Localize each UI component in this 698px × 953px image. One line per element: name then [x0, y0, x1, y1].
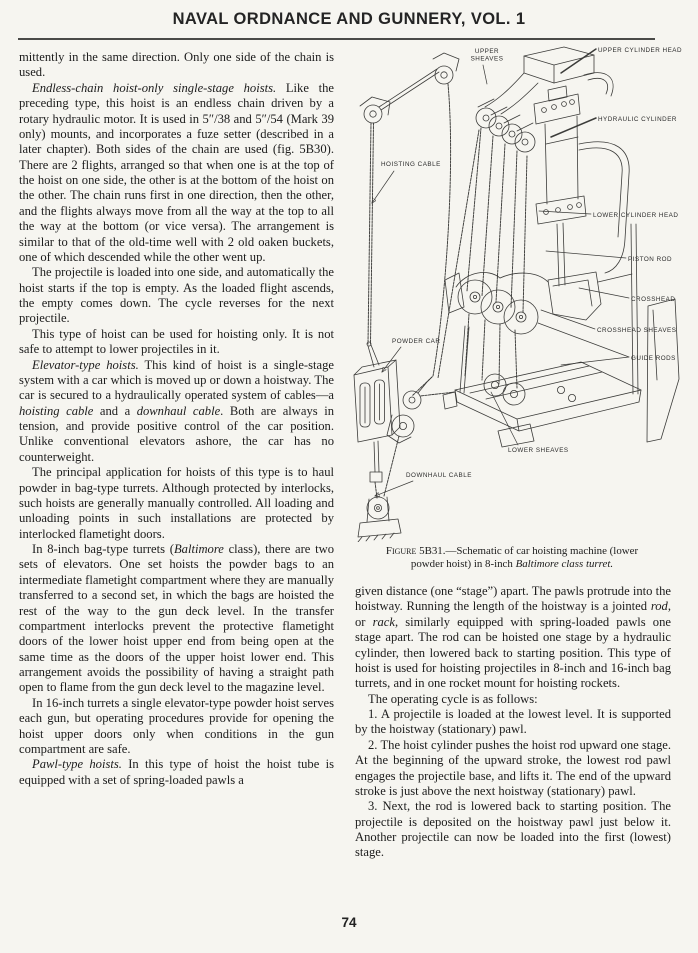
left-column	[19, 50, 334, 788]
paragraph: This type of hoist can be used for hoisting only. It is not safe to attempt to lower projectiles in it.	[19, 326, 334, 357]
figure-label-crosshead: CROSSHEAD	[631, 296, 676, 303]
figure-label-lower-cylinder-head: LOWER CYLINDER HEAD	[593, 212, 679, 219]
base-and-lower-sheaves	[443, 362, 641, 447]
page-header: NAVAL ORDNANCE AND GUNNERY, VOL. 1	[172, 9, 526, 28]
figure-caption-line2: powder hoist) in 8-inch Baltimore class turret.	[410, 558, 614, 571]
paragraph: mittently in the same direction. Only one side of the chain is used.	[19, 50, 334, 80]
paragraph: 3. Next, the rod is lowered back to starting position. The projectile is deposited on the hoistway pawl just below it. Another projectile can now be loaded into the first (lowest) stage.	[355, 799, 671, 860]
paragraph: In 8-inch bag-type turrets (Baltimore class), there are two sets of elevators. One set hoists the powder bags to an intermediate flametight compartment where they are manually transferred to a second set, in which the bags are hoisted the rest of the way to the gun deck level. In the transfer compartment interlocks prevent the protective flametight doors of the lower hoist upper end from being open at the same time as the doors of the upper hoist lower end. This arrangement avoids the possibility of having a straight path open to flame from the gun deck level to the magazine level.	[19, 542, 334, 695]
header-rule	[18, 38, 655, 40]
paragraph: The operating cycle is as follows:	[368, 691, 538, 706]
paragraph: given distance (one “stage”) apart. The pawls protrude into the hoistway. Running the length of the hoistway is a jointed rod, or rack, similarly equipped with spring-loaded pawls one stage apart. The rod can be hoisted one stage by a hydraulic cylinder, then lowered back to starting position. This type of hoist is used for hoisting projectiles in 8-inch and 16-inch bag turrets, and in one rocket mount for hoisting rockets.	[355, 584, 671, 691]
paragraph: The principal application for hoists of this type is to haul powder in bag-type turrets. Although protected by interlocks, such hoists are generally manually controlled. All loading and unloading points in such installations are protected by interlocked flametight doors.	[19, 465, 334, 541]
figure-label-upper-cylinder-head: UPPER CYLINDER HEAD	[598, 47, 683, 54]
paragraph: The projectile is loaded into one side, and automatically the hoist starts if the top is empty. As the loaded flight ascends, the empty comes down. The cycle reverses for the next projectile.	[19, 265, 334, 326]
figure-5b31	[348, 44, 698, 542]
paragraph: 1. A projectile is loaded at the lowest level. It is supported by the hoistway (stationary) pawl.	[355, 707, 671, 737]
cable-bundle	[438, 128, 527, 388]
figure-labels	[381, 47, 682, 479]
powder-car-assembly	[354, 342, 455, 542]
hydraulic-cylinder-assembly	[536, 116, 629, 286]
figure-label-powder-car: POWDER CAR	[392, 338, 441, 345]
figure-label-guide-rods: GUIDE RODS	[631, 355, 676, 362]
paragraph: Pawl-type hoists. In this type of hoist the hoist tube is equipped with a set of spring-loaded pawls a	[19, 757, 335, 787]
figure-label-piston-rod: PISTON ROD	[628, 256, 673, 263]
figure-caption	[353, 545, 671, 572]
figure-label-hoisting-cable: HOISTING CABLE	[381, 161, 441, 168]
figure-caption-word: Figure	[385, 545, 417, 557]
paragraph: Elevator-type hoists. This kind of hoist is a single-stage system with a car which is moved up or down a hoistway. The car is secured to a hydraulically operated system of cables—a hoisting cable and a downhaul cable. Both are always in tension, and provide positive control of the car position. Unlike conventional elevators ashore, the car has no counterweight.	[19, 357, 334, 464]
page-number: 74	[341, 915, 357, 930]
figure-label-upper-sheaves: UPPER SHEAVES	[470, 48, 504, 63]
figure-label-crosshead-sheaves: CROSSHEAD SHEAVES	[597, 327, 677, 334]
right-column	[355, 584, 671, 861]
paragraph: Endless-chain hoist-only single-stage hoists. Like the preceding type, this hoist is an endless chain driven by a rotary hydraulic motor. It is used in 5″/38 and 5″/54 (Mark 39 only) mounts, and incorporates a fuze setter (described in a later chapter). Both sides of the chain are used (fig. 5B30). There are 2 flights, arranged so that when one is at the top of the hoist on one side, the other is at the bottom of the hoist on the other. The chain runs first in one direction, then the other, and the flights always move from all the way at the top to all the way at the bottom (or vice versa). The arrangement is similar to that of the old-time well with 2 old oaken buckets, one of which descended while the other went up.	[19, 80, 334, 264]
paragraph: 2. The hoist cylinder pushes the hoist rod upward one stage. At the beginning of the upward stroke, the lowest rod pawl engages the projectile base, and lifts it. The end of the upward stroke is just above the next hoistway (stationary) pawl.	[355, 737, 671, 798]
figure-label-downhaul-cable: DOWNHAUL CABLE	[406, 472, 472, 479]
figure-label-lower-sheaves: LOWER SHEAVES	[508, 447, 569, 454]
paragraph: In 16-inch turrets a single elevator-type powder hoist serves each gun, but operating procedures provide for opening the hoist upper doors only when conditions in the gun compartment are safe.	[19, 695, 334, 756]
hoist-schematic-drawing	[348, 44, 698, 542]
upper-cylinder-head-assembly	[476, 47, 613, 152]
figure-caption-line1: Figure 5B31.—Schematic of car hoisting machine (lower	[385, 545, 639, 557]
figure-label-hydraulic-cylinder: HYDRAULIC CYLINDER	[598, 116, 677, 123]
